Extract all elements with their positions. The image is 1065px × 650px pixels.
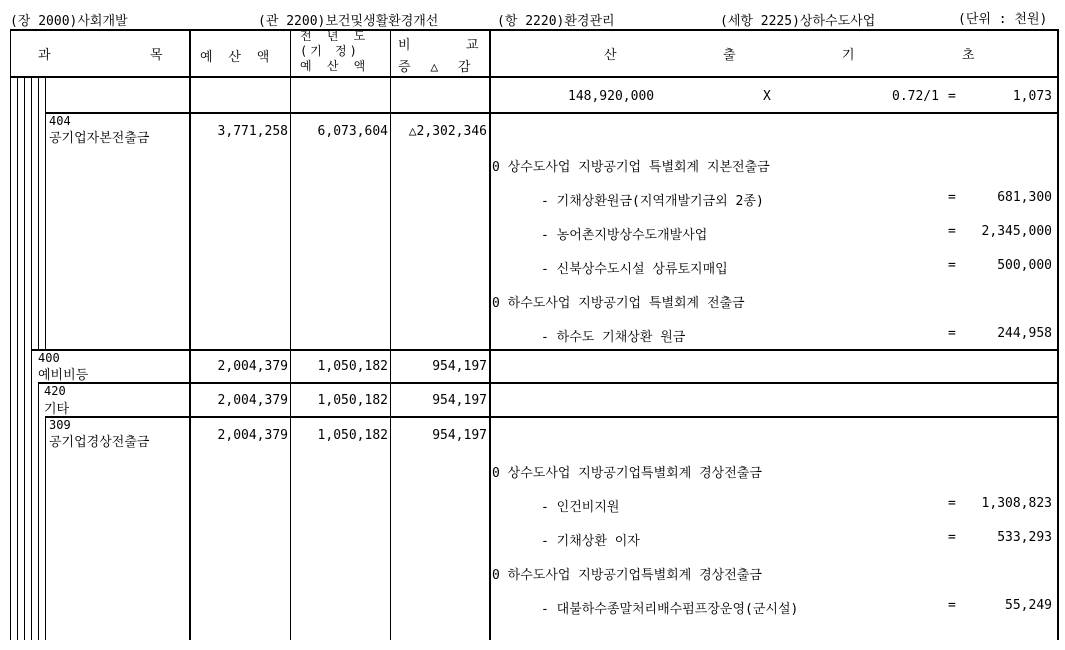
budget-420: 2,004,379 [217,393,288,408]
header-gwamok-b: 목 [150,48,163,63]
header-budget: 예 산 액 [200,50,274,65]
basis404-line-1: 0 상수도사업 지방공기업 특별회계 지본전출금 [492,160,770,175]
budget-309: 2,004,379 [217,428,288,443]
basis309-eq-3: = [948,530,956,545]
header-basis-2: 출 [723,48,736,63]
code-404: 404 [49,114,71,128]
table-top-border [10,29,1059,31]
basis404-eq-3: = [948,224,956,239]
tree-line-1 [10,78,11,640]
diff-309: 954,197 [432,428,487,443]
header-cmp-1a: 비 [398,38,411,53]
header-bottom-border [10,76,1059,78]
col-divider-cmp [390,29,391,640]
basis309-line-4: 0 하수도사업 지방공기업특별회계 경상전출금 [492,568,762,583]
basis309-line-3: - 기채상환 이자 [541,534,640,549]
basis404-eq-6: = [948,326,956,341]
tree-line-6a [45,78,46,350]
tree-line-2 [17,78,18,640]
basis404-eq-4: = [948,258,956,273]
row-sep-400 [31,349,1059,351]
header-basis-1: 산 [604,48,617,63]
row-sep-309 [45,416,1059,418]
header-gwamok-a: 과 [38,48,51,63]
basis404-line-4: - 신북상수도시설 상류토지매입 [541,262,728,277]
header-basis-3: 기 [842,48,855,63]
row-sep-404 [45,112,1059,114]
jang-label: (장 2000)사회개발 [10,14,128,29]
tree-line-5b [38,383,39,640]
diff-404: △2,302,346 [408,124,487,139]
carry-eq: = [948,89,956,104]
basis309-val-2: 1,308,823 [981,496,1052,511]
code-309: 309 [49,418,71,432]
basis404-line-3: - 농어촌지방상수도개발사업 [541,228,708,243]
tree-line-6b [45,417,46,640]
col-divider-prev [290,29,291,640]
basis309-val-3: 533,293 [997,530,1052,545]
left-border [10,29,11,78]
prev-400: 1,050,182 [317,359,388,374]
basis309-eq-5: = [948,598,956,613]
basis404-eq-2: = [948,190,956,205]
tree-line-5a [38,78,39,350]
basis309-line-2: - 인건비지원 [541,500,620,515]
code-420: 420 [44,384,66,398]
diff-400: 954,197 [432,359,487,374]
prev-420: 1,050,182 [317,393,388,408]
header-prev-1: 전 년 도 [300,29,370,43]
row-sep-420 [38,382,1059,384]
carry-amount: 148,920,000 [568,89,655,104]
tree-line-3 [24,78,25,640]
carry-ratio: 0.72/1 [892,89,939,104]
name-404: 공기업자본전출금 [49,131,150,146]
gwan-label: (관 2200)보건및생활환경개선 [258,14,439,29]
header-cmp-1b: 교 [466,38,479,53]
name-400: 예비비등 [38,368,89,383]
sehang-label: (세항 2225)상하수도사업 [720,14,876,29]
prev-309: 1,050,182 [317,428,388,443]
basis309-line-1: 0 상수도사업 지방공기업특별회계 경상전출금 [492,466,762,481]
basis404-val-6: 244,958 [997,326,1052,341]
budget-400: 2,004,379 [217,359,288,374]
basis404-val-4: 500,000 [997,258,1052,273]
col-divider-basis [489,29,491,640]
hang-label: (항 2220)환경관리 [497,14,615,29]
prev-404: 6,073,604 [317,124,388,139]
basis309-val-5: 55,249 [1005,598,1052,613]
basis404-line-5: 0 하수도사업 지방공기업 특별회계 전출금 [492,296,745,311]
tree-line-4 [31,78,32,640]
basis404-line-6: - 하수도 기채상환 원금 [541,330,686,345]
basis404-line-2: - 기채상환원금(지역개발기금외 2종) [541,194,764,209]
basis404-val-3: 2,345,000 [981,224,1052,239]
header-basis-4: 초 [962,48,975,63]
header-prev-2: (기 정) [300,44,360,58]
basis404-val-2: 681,300 [997,190,1052,205]
name-309: 공기업경상전출금 [49,435,150,450]
header-cmp-2: 증 △ 감 [398,60,477,75]
col-divider-budget [189,29,191,640]
header-prev-3: 예 산 액 [300,59,370,73]
right-border [1057,29,1059,640]
carry-result: 1,073 [1012,89,1052,104]
basis309-eq-2: = [948,496,956,511]
diff-420: 954,197 [432,393,487,408]
unit-label: (단위 : 천원) [958,12,1048,27]
basis309-line-5: - 대불하수종말처리배수펌프장운영(군시설) [541,602,799,617]
name-420: 기타 [44,402,70,417]
budget-404: 3,771,258 [217,124,288,139]
carry-multiply: X [763,89,771,104]
code-400: 400 [38,351,60,365]
